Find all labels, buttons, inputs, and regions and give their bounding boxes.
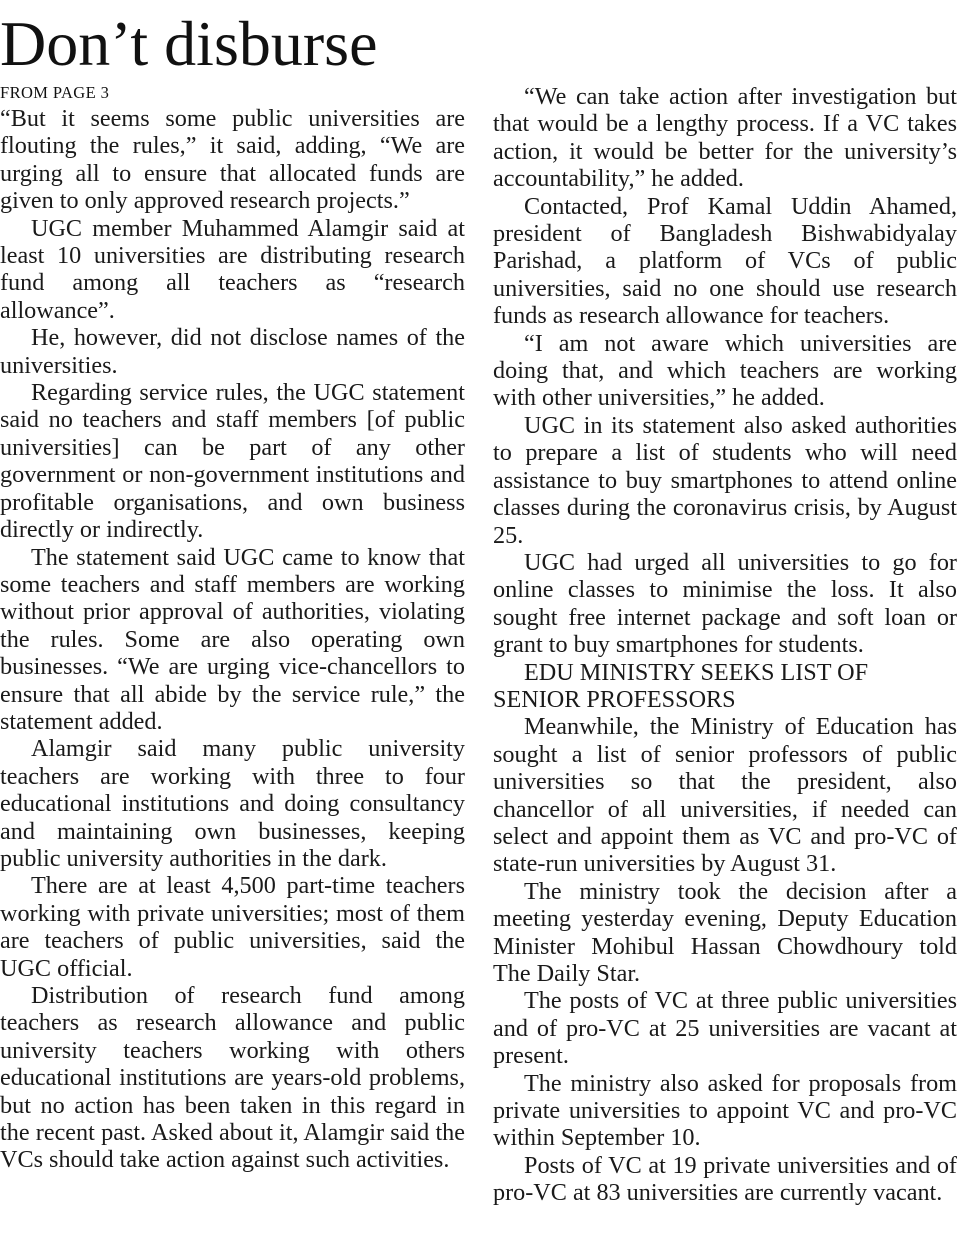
headline: Don’t disburse (0, 8, 378, 79)
paragraph: Contacted, Prof Kamal Uddin Ahamed, president of Bangladesh Bishwabidyalay Parishad, a platform of VCs of public universities, said no one should use research funds as research allowance for teachers. (493, 192, 957, 330)
left-column (0, 105, 465, 1174)
paragraph: “But it seems some public universities are flouting the rules,” it said, adding, “We are urging all to ensure that allocated funds are given to only approved research projects.” (0, 105, 465, 215)
paragraph: UGC in its statement also asked authorities to prepare a list of students who will need assistance to buy smartphones to attend online classes during the coronavirus crisis, by August 25. (493, 411, 957, 549)
paragraph: UGC had urged all universities to go for online classes to minimise the loss. It also sought free internet package and soft loan or grant to buy smartphones for students. (493, 548, 957, 659)
paragraph: Posts of VC at 19 private universities and of pro-VC at 83 universities are currently vacant. (493, 1151, 957, 1207)
paragraph: “We can take action after investigation but that would be a lengthy process. If a VC takes action, it would be better for the university’s accountability,” he added. (493, 83, 957, 193)
paragraph: The statement said UGC came to know that some teachers and staff members are working without prior approval of authorities, violating the rules. Some are also operating own businesses. “We are urging vice-chancellors to ensure that all abide by the service rule,” the statement added. (0, 543, 465, 735)
paragraph: There are at least 4,500 part-time teachers working with private universities; most of them are teachers of public universities, said the UGC official. (0, 872, 465, 982)
paragraph: Alamgir said many public university teachers are working with three to four educational institutions and doing consultancy and maintaining own businesses, keeping public university authorities in the dark. (0, 735, 465, 872)
paragraph: “I am not aware which universities are doing that, and which teachers are working with other universities,” he added. (493, 329, 957, 412)
subheading: EDU MINISTRY SEEKS LIST OF SENIOR PROFESSORS (493, 658, 869, 713)
paragraph: UGC member Muhammed Alamgir said at least 10 universities are distributing research fund among all teachers as “research allowance”. (0, 214, 465, 324)
paragraph: Regarding service rules, the UGC statement said no teachers and staff members [of public universities] can be part of any other government or non-government institutions and profitable organisations, and own business directly or indirectly. (0, 379, 465, 544)
paragraph: Meanwhile, the Ministry of Education has sought a list of senior professors of public universities so that the president, also chancellor of all universities, if needed can select and appoint them as VC and pro-VC of state-run universities by August 31. (493, 713, 957, 878)
right-column (493, 83, 957, 1207)
paragraph: The ministry took the decision after a meeting yesterday evening, Deputy Education Minister Mohibul Hassan Chowdhoury told The Daily Star. (493, 877, 957, 987)
paragraph: The posts of VC at three public universities and of pro-VC at 25 universities are vacant at present. (493, 987, 957, 1070)
paragraph: He, however, did not disclose names of the universities. (0, 324, 465, 379)
paragraph: The ministry also asked for proposals from private universities to appoint VC and pro-VC within September 10. (493, 1069, 957, 1152)
paragraph: Distribution of research fund among teachers as research allowance and public university teachers working with others educational institutions are years-old problems, but no action has been taken in this regard in the recent past. Asked about it, Alamgir said the VCs should take action against such activities. (0, 982, 465, 1174)
jump-line: FROM PAGE 3 (0, 83, 110, 102)
